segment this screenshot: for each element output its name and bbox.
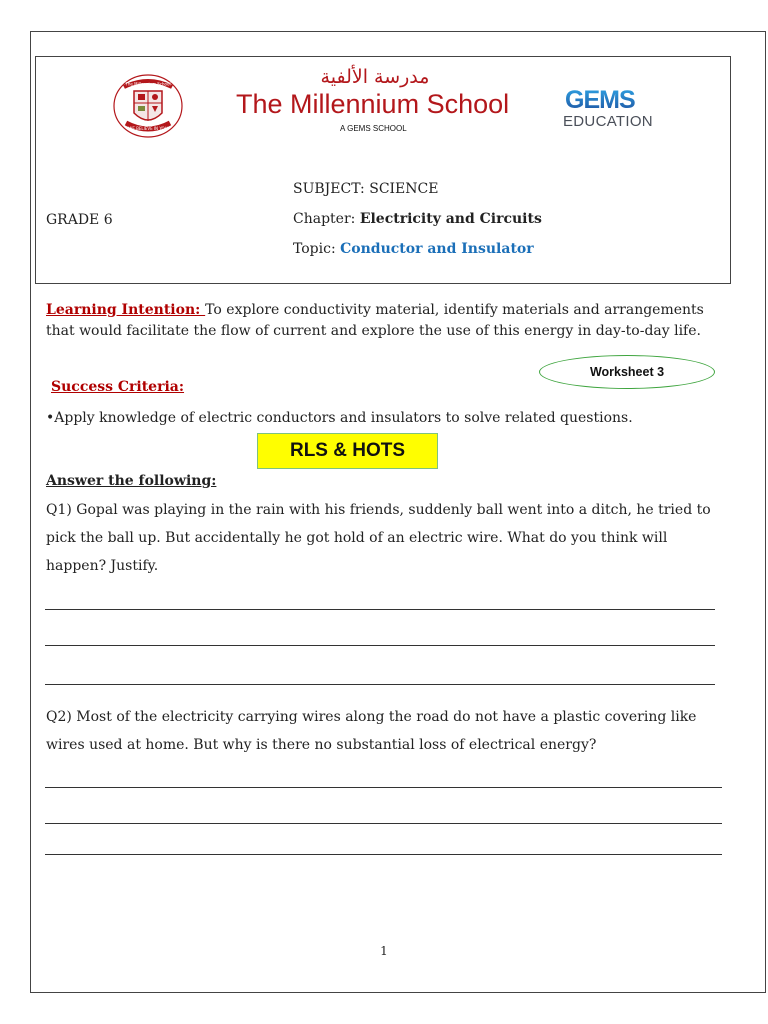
gems-logo-text: GEMS xyxy=(565,86,635,112)
topic-value: Conductor and Insulator xyxy=(340,241,534,257)
success-criteria-label: Success Criteria: xyxy=(51,379,185,395)
gems-education-text: EDUCATION xyxy=(563,113,653,130)
crest-bottom-text: WE BELIEVE IN YOU xyxy=(128,126,168,131)
grade-label: GRADE 6 xyxy=(46,212,113,228)
answer-line[interactable] xyxy=(45,823,722,824)
answer-line[interactable] xyxy=(45,645,715,646)
rls-hots-label: RLS & HOTS xyxy=(289,440,406,461)
gems-logo xyxy=(565,86,653,112)
learning-intention-text: To explore conductivity material, identify materials and arrangements that would facilitate the flow of current and explore the use of this energy in day-to-day life. xyxy=(46,302,704,339)
success-criteria-item xyxy=(46,410,633,426)
subject-label: SUBJECT: SCIENCE xyxy=(293,181,439,197)
success-criteria-heading xyxy=(51,379,184,395)
answer-line[interactable] xyxy=(45,787,722,788)
chapter-label: Chapter: xyxy=(293,211,360,227)
worksheet-badge xyxy=(539,355,715,389)
worksheet-label: Worksheet 3 xyxy=(589,365,665,379)
school-subtitle: A GEMS SCHOOL xyxy=(340,124,407,133)
answer-line[interactable] xyxy=(45,609,715,610)
bullet-icon: • xyxy=(46,410,55,426)
topic-label: Topic: xyxy=(293,241,341,257)
success-criteria-text: Apply knowledge of electric conductors and insulators to solve related questions. xyxy=(54,410,633,426)
rls-hots-box xyxy=(257,433,438,469)
page-number: 1 xyxy=(380,944,388,958)
school-crest-logo xyxy=(112,73,184,139)
chapter-line xyxy=(293,211,542,227)
crest-top-text: The Millennium School xyxy=(125,81,171,87)
answer-line[interactable] xyxy=(45,854,722,855)
question-2: Q2) Most of the electricity carrying wires along the road do not have a plastic covering like wires used at home. But why is there no substantial loss of electrical energy? xyxy=(46,709,697,753)
topic-line xyxy=(293,241,534,257)
learning-intention xyxy=(46,300,726,342)
chapter-value: Electricity and Circuits xyxy=(359,211,542,227)
school-name-arabic: مدرسة الألفية xyxy=(320,66,430,88)
school-name: The Millennium School xyxy=(236,89,510,119)
learning-intention-label: Learning Intention: xyxy=(46,302,206,318)
answer-heading: Answer the following: xyxy=(46,473,217,489)
question-1: Q1) Gopal was playing in the rain with his friends, suddenly ball went into a ditch, he tried to pick the ball up. But accidentally he got hold of an electric wire. What do you think will happen? Justify. xyxy=(46,502,711,574)
answer-line[interactable] xyxy=(45,684,715,685)
